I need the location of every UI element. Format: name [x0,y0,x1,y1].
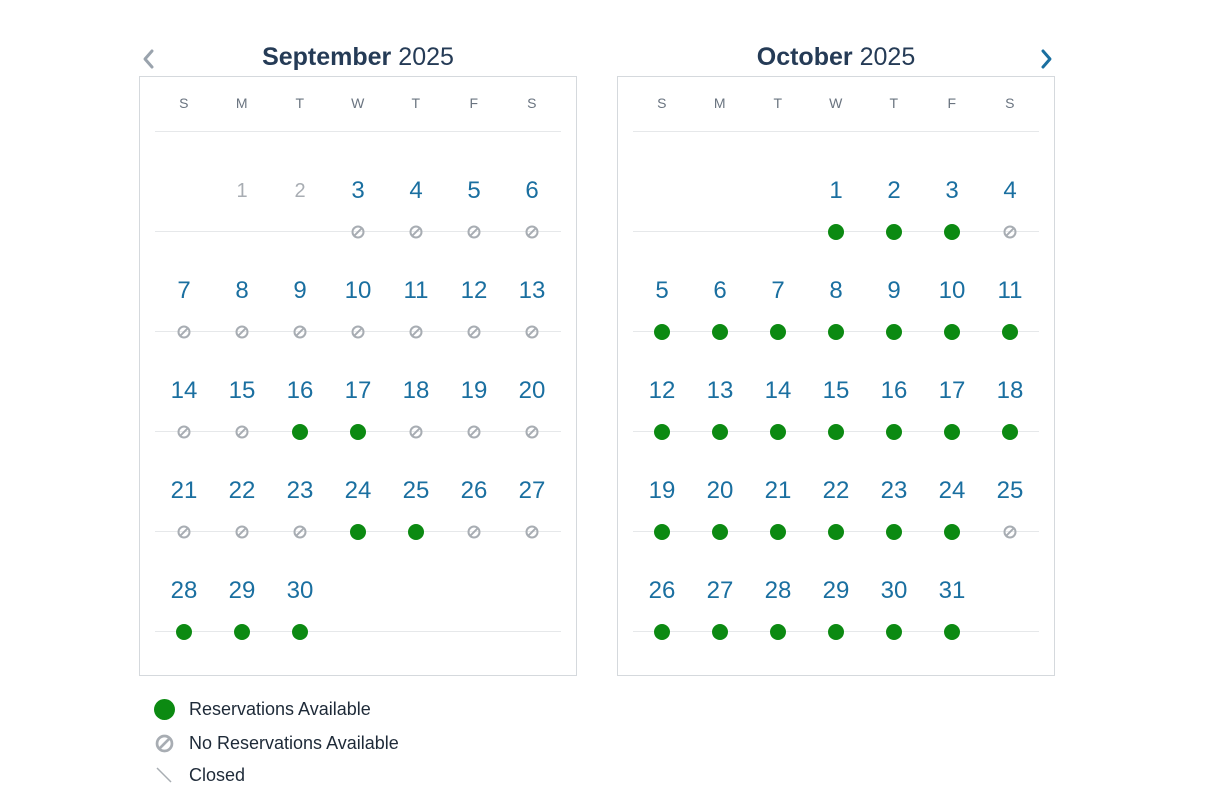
week-row [633,332,1039,432]
day-number: 20 [518,377,546,404]
day-number: 9 [887,277,901,304]
legend-label: No Reservations Available [189,732,399,753]
day-number: 1 [829,177,843,204]
day-number: 25 [402,477,430,504]
day-number: 17 [344,377,372,404]
available-dot-icon [886,624,902,640]
available-dot-icon [176,624,192,640]
day-number: 11 [403,277,429,304]
day-number: 27 [518,477,546,504]
day-cell[interactable] [503,432,561,531]
weekday-header: T [889,95,899,111]
day-number: 2 [887,177,901,204]
available-dot-icon [770,624,786,640]
calendar-september [139,76,577,676]
available-dot-icon [712,624,728,640]
day-cell[interactable] [271,332,329,431]
closed-slash-icon [152,763,176,787]
day-cell[interactable] [155,332,213,431]
day-cell[interactable] [807,532,865,631]
day-number: 30 [286,577,314,604]
day-cell[interactable] [981,132,1039,231]
day-number: 13 [706,377,734,404]
day-number: 4 [1003,177,1017,204]
day-cell[interactable] [691,432,749,531]
month-name: October [756,42,853,71]
day-cell[interactable] [807,232,865,331]
day-number: 22 [822,477,850,504]
week-row [633,432,1039,532]
weekday-header: M [235,95,249,111]
week-row [155,432,561,532]
day-cell[interactable] [445,332,503,431]
weekday-header: M [713,95,727,111]
week-row [155,332,561,432]
day-number: 14 [170,377,198,404]
empty-day-cell [329,532,387,631]
day-cell [213,132,271,231]
day-cell[interactable] [865,432,923,531]
weekday-header: S [179,95,189,111]
day-number: 25 [996,477,1024,504]
day-number: 9 [293,277,307,304]
day-number: 27 [706,577,734,604]
day-number: 7 [177,277,191,304]
month-title-october [616,38,1056,76]
weekday-header: F [947,95,957,111]
day-cell[interactable] [271,432,329,531]
day-cell[interactable] [807,432,865,531]
day-number: 4 [409,177,423,204]
empty-day-cell [691,132,749,231]
legend-item-available [152,697,371,721]
month-name: September [262,42,392,71]
day-cell[interactable] [329,132,387,231]
weekday-header-row [155,77,561,132]
month-title-september [138,38,578,76]
day-cell[interactable] [807,132,865,231]
weekday-header: T [295,95,305,111]
empty-day-cell [155,132,213,231]
calendar-grid [633,132,1039,632]
day-cell[interactable] [923,332,981,431]
day-cell[interactable] [923,532,981,631]
day-cell[interactable] [749,232,807,331]
week-row [155,532,561,632]
day-number: 28 [170,577,198,604]
day-cell[interactable] [923,432,981,531]
day-number: 6 [525,177,539,204]
day-number: 29 [228,577,256,604]
day-cell[interactable] [503,332,561,431]
weekday-header: T [411,95,421,111]
day-number: 18 [402,377,430,404]
day-number: 12 [460,277,488,304]
day-number: 17 [938,377,966,404]
day-cell[interactable] [213,532,271,631]
day-cell[interactable] [865,132,923,231]
day-cell[interactable] [633,332,691,431]
day-cell[interactable] [329,432,387,531]
day-cell[interactable] [445,132,503,231]
day-cell[interactable] [865,332,923,431]
legend-item-unavailable [152,731,399,755]
day-number: 31 [938,577,966,604]
day-cell[interactable] [749,332,807,431]
empty-day-cell [749,132,807,231]
weekday-header: S [527,95,537,111]
day-number: 8 [235,277,249,304]
week-row [155,232,561,332]
day-cell [271,132,329,231]
legend-label: Reservations Available [189,698,371,719]
available-dot-icon [234,624,250,640]
empty-day-cell [981,532,1039,631]
day-number: 13 [518,277,546,304]
day-number: 12 [648,377,676,404]
day-number: 16 [880,377,908,404]
day-number: 18 [996,377,1024,404]
day-cell[interactable] [387,132,445,231]
day-number: 30 [880,577,908,604]
weekday-header: S [1005,95,1015,111]
day-number: 19 [648,477,676,504]
day-number: 19 [460,377,488,404]
available-dot-icon [828,624,844,640]
weekday-header-row [633,77,1039,132]
day-number: 28 [764,577,792,604]
day-number: 8 [829,277,843,304]
empty-day-cell [633,132,691,231]
day-number: 24 [344,477,372,504]
day-number: 23 [880,477,908,504]
day-cell[interactable] [387,432,445,531]
day-cell[interactable] [503,232,561,331]
weekday-header: W [829,95,843,111]
day-number: 26 [460,477,488,504]
day-cell[interactable] [155,532,213,631]
day-cell[interactable] [213,232,271,331]
legend-label: Closed [189,764,246,785]
day-cell[interactable] [865,532,923,631]
day-number: 16 [286,377,314,404]
day-number: 24 [938,477,966,504]
week-row [633,532,1039,632]
legend-item-closed [152,763,245,787]
day-cell[interactable] [213,432,271,531]
day-number: 14 [764,377,792,404]
available-dot-icon [292,624,308,640]
green-dot-icon [152,697,176,721]
day-number: 22 [228,477,256,504]
day-cell[interactable] [633,232,691,331]
day-cell[interactable] [503,132,561,231]
day-cell[interactable] [981,332,1039,431]
day-number: 21 [764,477,792,504]
empty-day-cell [445,532,503,631]
week-row [155,132,561,232]
weekday-header: T [773,95,783,111]
day-cell[interactable] [923,132,981,231]
day-cell[interactable] [329,232,387,331]
day-number: 26 [648,577,676,604]
day-number: 2 [294,180,306,202]
day-cell[interactable] [807,332,865,431]
day-cell[interactable] [155,432,213,531]
day-cell[interactable] [981,232,1039,331]
day-number: 11 [997,277,1023,304]
day-number: 5 [467,177,481,204]
day-number: 1 [236,180,248,202]
day-cell[interactable] [271,532,329,631]
day-cell[interactable] [923,232,981,331]
weekday-header: F [469,95,479,111]
available-dot-icon [654,624,670,640]
day-number: 7 [771,277,785,304]
day-cell[interactable] [445,432,503,531]
day-number: 3 [351,177,365,204]
day-cell[interactable] [981,432,1039,531]
weekday-header: S [657,95,667,111]
day-cell[interactable] [213,332,271,431]
day-cell[interactable] [329,332,387,431]
day-cell[interactable] [691,532,749,631]
day-cell[interactable] [387,232,445,331]
day-number: 15 [228,377,256,404]
month-year: 2025 [398,42,454,71]
no-reservations-icon [152,731,176,755]
day-number: 10 [344,277,372,304]
week-row [633,132,1039,232]
weekday-header: W [351,95,365,111]
day-number: 6 [713,277,727,304]
calendar-grid [155,132,561,632]
day-cell[interactable] [691,232,749,331]
week-row [633,232,1039,332]
day-cell[interactable] [445,232,503,331]
day-number: 29 [822,577,850,604]
day-number: 5 [655,277,669,304]
empty-day-cell [387,532,445,631]
day-cell[interactable] [691,332,749,431]
day-number: 15 [822,377,850,404]
day-cell[interactable] [271,232,329,331]
day-cell[interactable] [387,332,445,431]
day-cell[interactable] [633,532,691,631]
day-number: 23 [286,477,314,504]
day-cell[interactable] [155,232,213,331]
day-cell[interactable] [865,232,923,331]
day-cell[interactable] [749,532,807,631]
calendar-october [617,76,1055,676]
day-number: 10 [938,277,966,304]
day-cell[interactable] [633,432,691,531]
day-number: 3 [945,177,959,204]
day-cell[interactable] [749,432,807,531]
month-year: 2025 [859,42,916,71]
empty-day-cell [503,532,561,631]
day-number: 21 [170,477,198,504]
day-number: 20 [706,477,734,504]
available-dot-icon [944,624,960,640]
